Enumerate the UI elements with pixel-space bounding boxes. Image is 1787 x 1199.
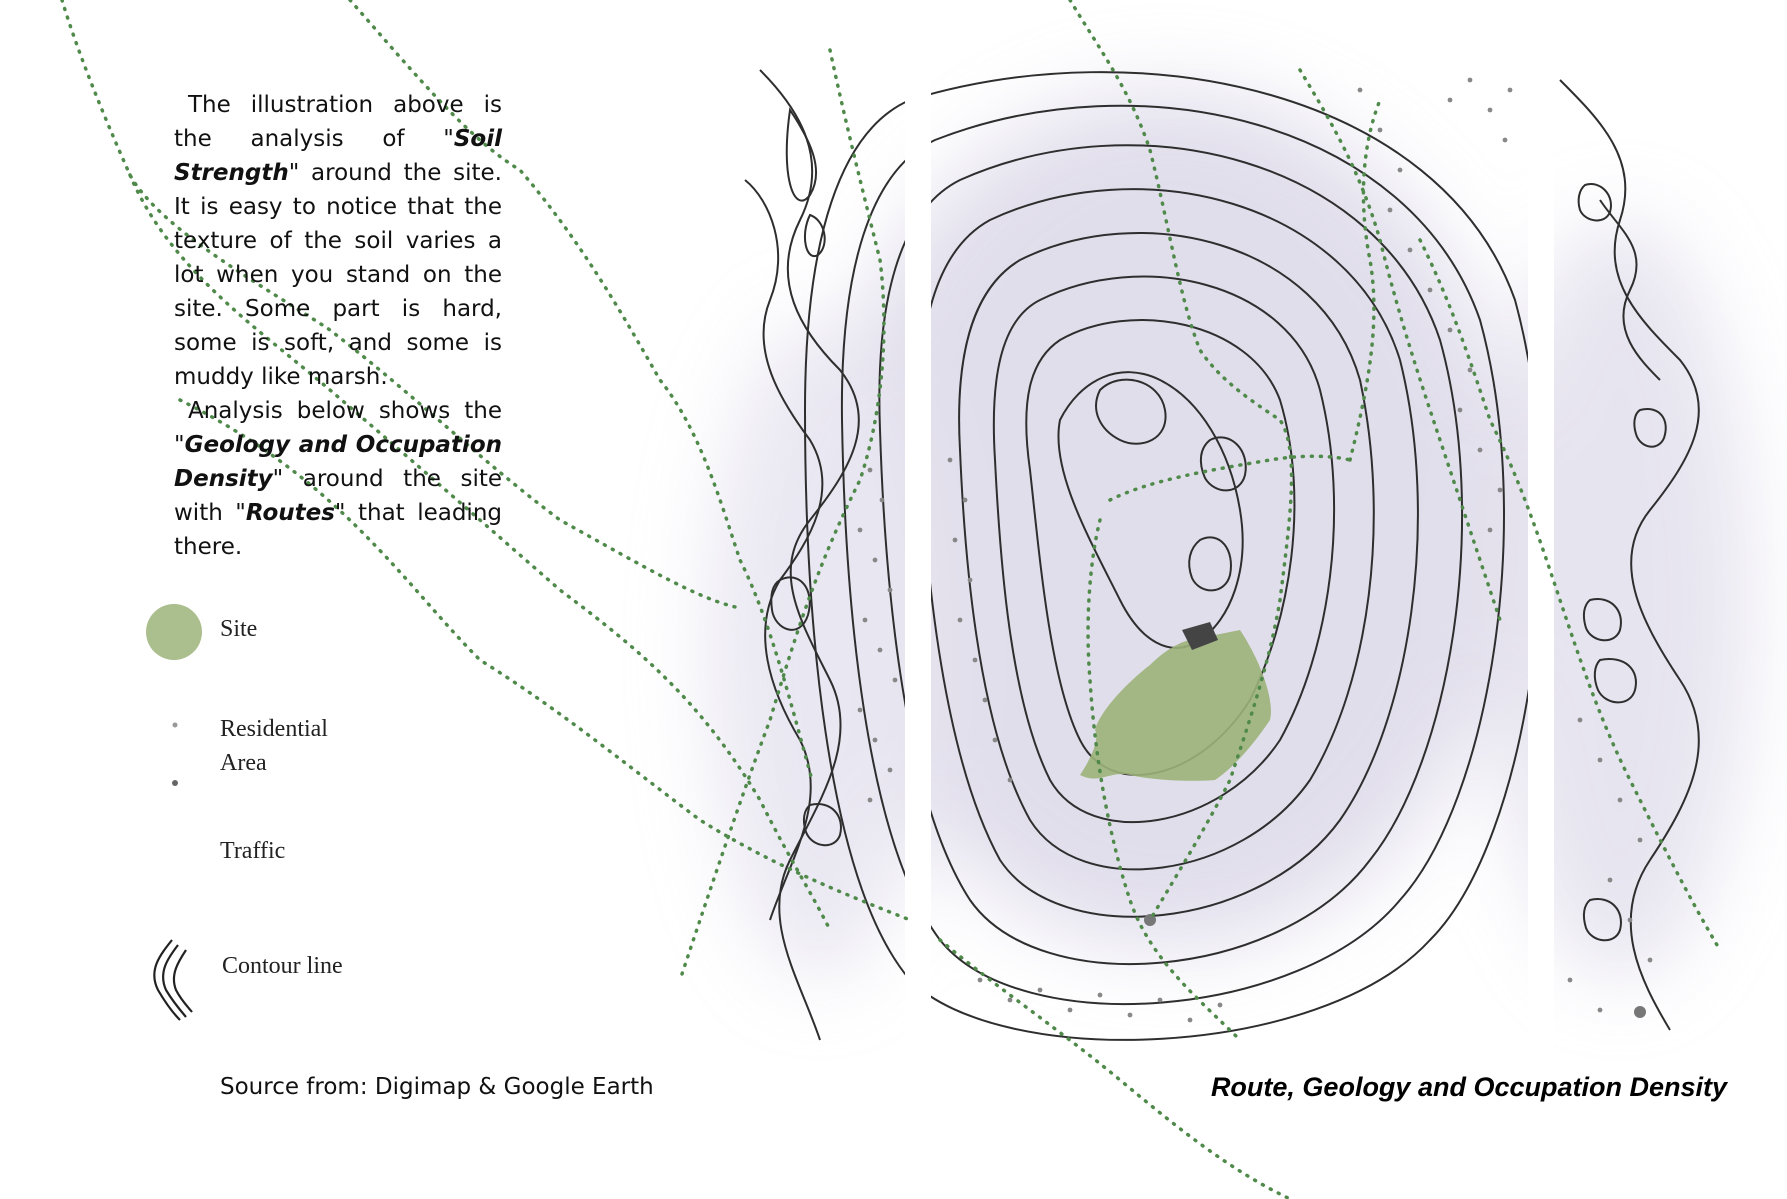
legend-residential-label-1: Residential [220,716,328,742]
legend-residential-label-2: Area [220,750,267,776]
legend-site-swatch [146,604,202,660]
strip-gap-left [905,60,931,1060]
intro-paragraph-1 [174,88,502,394]
legend-contour-symbol [154,940,192,1020]
legend-site-label: Site [220,616,258,642]
intro-p2-c: " that leading there. [174,500,502,560]
legend-traffic-label: Traffic [220,838,286,864]
legend-residential-dot-dark [172,780,178,786]
strip-gap-right [1528,60,1554,1060]
intro-p2-emphasis-1: Geology and Occupation Density [174,432,502,492]
intro-text [174,88,502,564]
intro-p1-a: The illustration above is the analysis of " [174,92,502,152]
intro-p2-b: " around the site with " [174,466,502,526]
legend-residential-dot-light [173,723,178,728]
intro-p2-emphasis-2: Routes [245,500,335,526]
intro-p2-a: Analysis below shows the " [174,398,502,458]
intro-p1-emphasis: Soil Strength [174,126,502,186]
source-credit: Source from: Digimap & Google Earth [220,1074,654,1100]
legend-contour-label: Contour line [222,953,343,979]
intro-paragraph-2 [174,394,502,564]
intro-p1-b: " around the site. It is easy to notice that the texture of the soil varies a lot when you stand on the site. Some part is hard, some is soft, and some is muddy like marsh. [174,160,502,390]
map-title: Route, Geology and Occupation Density [1210,1072,1727,1102]
